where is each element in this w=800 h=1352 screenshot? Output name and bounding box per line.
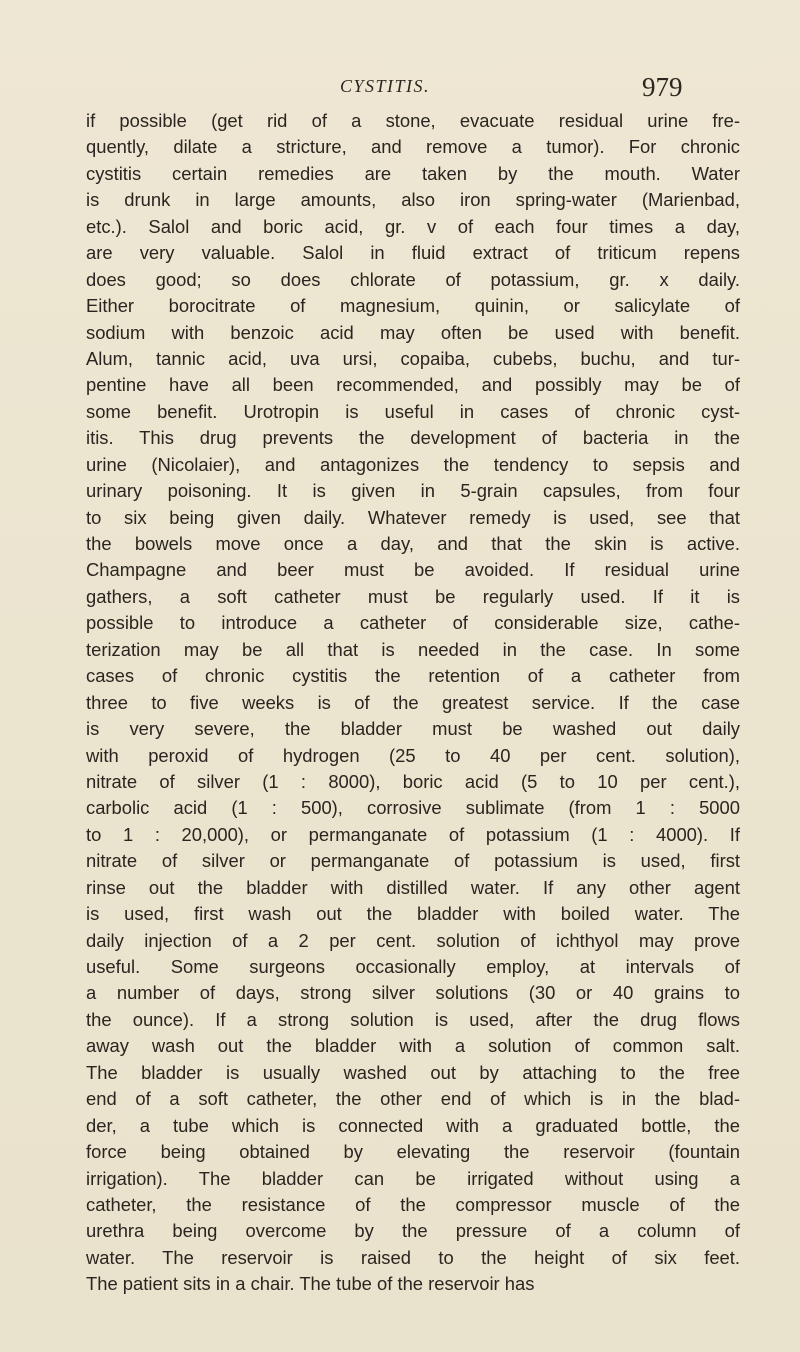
text-line: does good; so does chlorate of potassium, gr. x daily. — [86, 268, 740, 290]
text-line: cystitis certain remedies are taken by the mouth. Water — [86, 162, 740, 184]
text-line: urethra being overcome by the pressure of a column of — [86, 1220, 740, 1242]
text-line: Alum, tannic acid, uva ursi, copaiba, cubebs, buchu, and tur- — [86, 347, 740, 369]
text-line: cases of chronic cystitis the retention of a catheter from — [86, 665, 740, 687]
text-line: carbolic acid (1 : 500), corrosive sublimate (from 1 : 5000 — [86, 797, 740, 819]
text-line: pentine have all been recommended, and possibly may be of — [86, 374, 740, 396]
text-line: with peroxid of hydrogen (25 to 40 per cent. solution), — [86, 744, 740, 766]
text-line: The patient sits in a chair. The tube of the reservoir has — [86, 1273, 535, 1295]
text-line: terization may be all that is needed in the case. In some — [86, 638, 740, 660]
text-line: urine (Nicolaier), and antagonizes the tendency to sepsis and — [86, 453, 740, 475]
text-line: nitrate of silver or permanganate of potassium is used, first — [86, 850, 740, 872]
text-line: Either borocitrate of magnesium, quinin, or salicylate of — [86, 295, 740, 317]
text-line: to six being given daily. Whatever remedy is used, see that — [86, 506, 740, 528]
text-line: urinary poisoning. It is given in 5-grain capsules, from four — [86, 480, 740, 502]
page-header — [0, 66, 800, 106]
text-line: if possible (get rid of a stone, evacuate residual urine fre- — [86, 110, 740, 131]
text-line: away wash out the bladder with a solution of common salt. — [86, 1035, 740, 1057]
text-line: to 1 : 20,000), or permanganate of potassium (1 : 4000). If — [86, 823, 740, 845]
text-line: end of a soft catheter, the other end of which is in the blad- — [86, 1088, 740, 1110]
text-line: water. The reservoir is raised to the height of six feet. — [86, 1246, 740, 1268]
text-line: der, a tube which is connected with a graduated bottle, the — [86, 1114, 740, 1136]
text-line: useful. Some surgeons occasionally employ, at intervals of — [86, 956, 740, 977]
text-line: is used, first wash out the bladder with boiled water. The — [86, 903, 740, 925]
text-line: quently, dilate a stricture, and remove a tumor). For chronic — [86, 136, 740, 158]
running-head: CYSTITIS. — [340, 76, 431, 96]
text-line: the ounce). If a strong solution is used, after the drug flows — [86, 1008, 740, 1030]
text-line: is very severe, the bladder must be washed out daily — [86, 718, 740, 740]
text-line: a number of days, strong silver solutions (30 or 40 grains to — [86, 982, 740, 1004]
text-line: force being obtained by elevating the reservoir (fountain — [86, 1141, 740, 1163]
text-line: are very valuable. Salol in fluid extract of triticum repens — [86, 242, 740, 264]
text-line: rinse out the bladder with distilled water. If any other agent — [86, 876, 740, 898]
body-text — [86, 108, 740, 1298]
text-line: possible to introduce a catheter of considerable size, cathe- — [86, 612, 740, 634]
text-line: etc.). Salol and boric acid, gr. v of each four times a day, — [86, 215, 740, 237]
text-line: three to five weeks is of the greatest service. If the case — [86, 691, 740, 713]
text-line: daily injection of a 2 per cent. solution of ichthyol may prove — [86, 929, 740, 951]
text-line: irrigation). The bladder can be irrigated without using a — [86, 1167, 740, 1189]
text-line: some benefit. Urotropin is useful in cases of chronic cyst- — [86, 400, 740, 422]
text-line: Champagne and beer must be avoided. If residual urine — [86, 559, 740, 581]
text-line: The bladder is usually washed out by attaching to the free — [86, 1061, 740, 1083]
text-line: the bowels move once a day, and that the skin is active. — [86, 533, 740, 554]
text-line: itis. This drug prevents the development of bacteria in the — [86, 427, 740, 449]
page-number: 979 — [642, 72, 683, 102]
text-line: is drunk in large amounts, also iron spring-water (Marienbad, — [86, 189, 740, 211]
text-line: sodium with benzoic acid may often be used with benefit. — [86, 321, 740, 343]
text-line: gathers, a soft catheter must be regularly used. If it is — [86, 585, 740, 607]
text-line: nitrate of silver (1 : 8000), boric acid (5 to 10 per cent.), — [86, 770, 740, 792]
text-line: catheter, the resistance of the compressor muscle of the — [86, 1193, 740, 1215]
